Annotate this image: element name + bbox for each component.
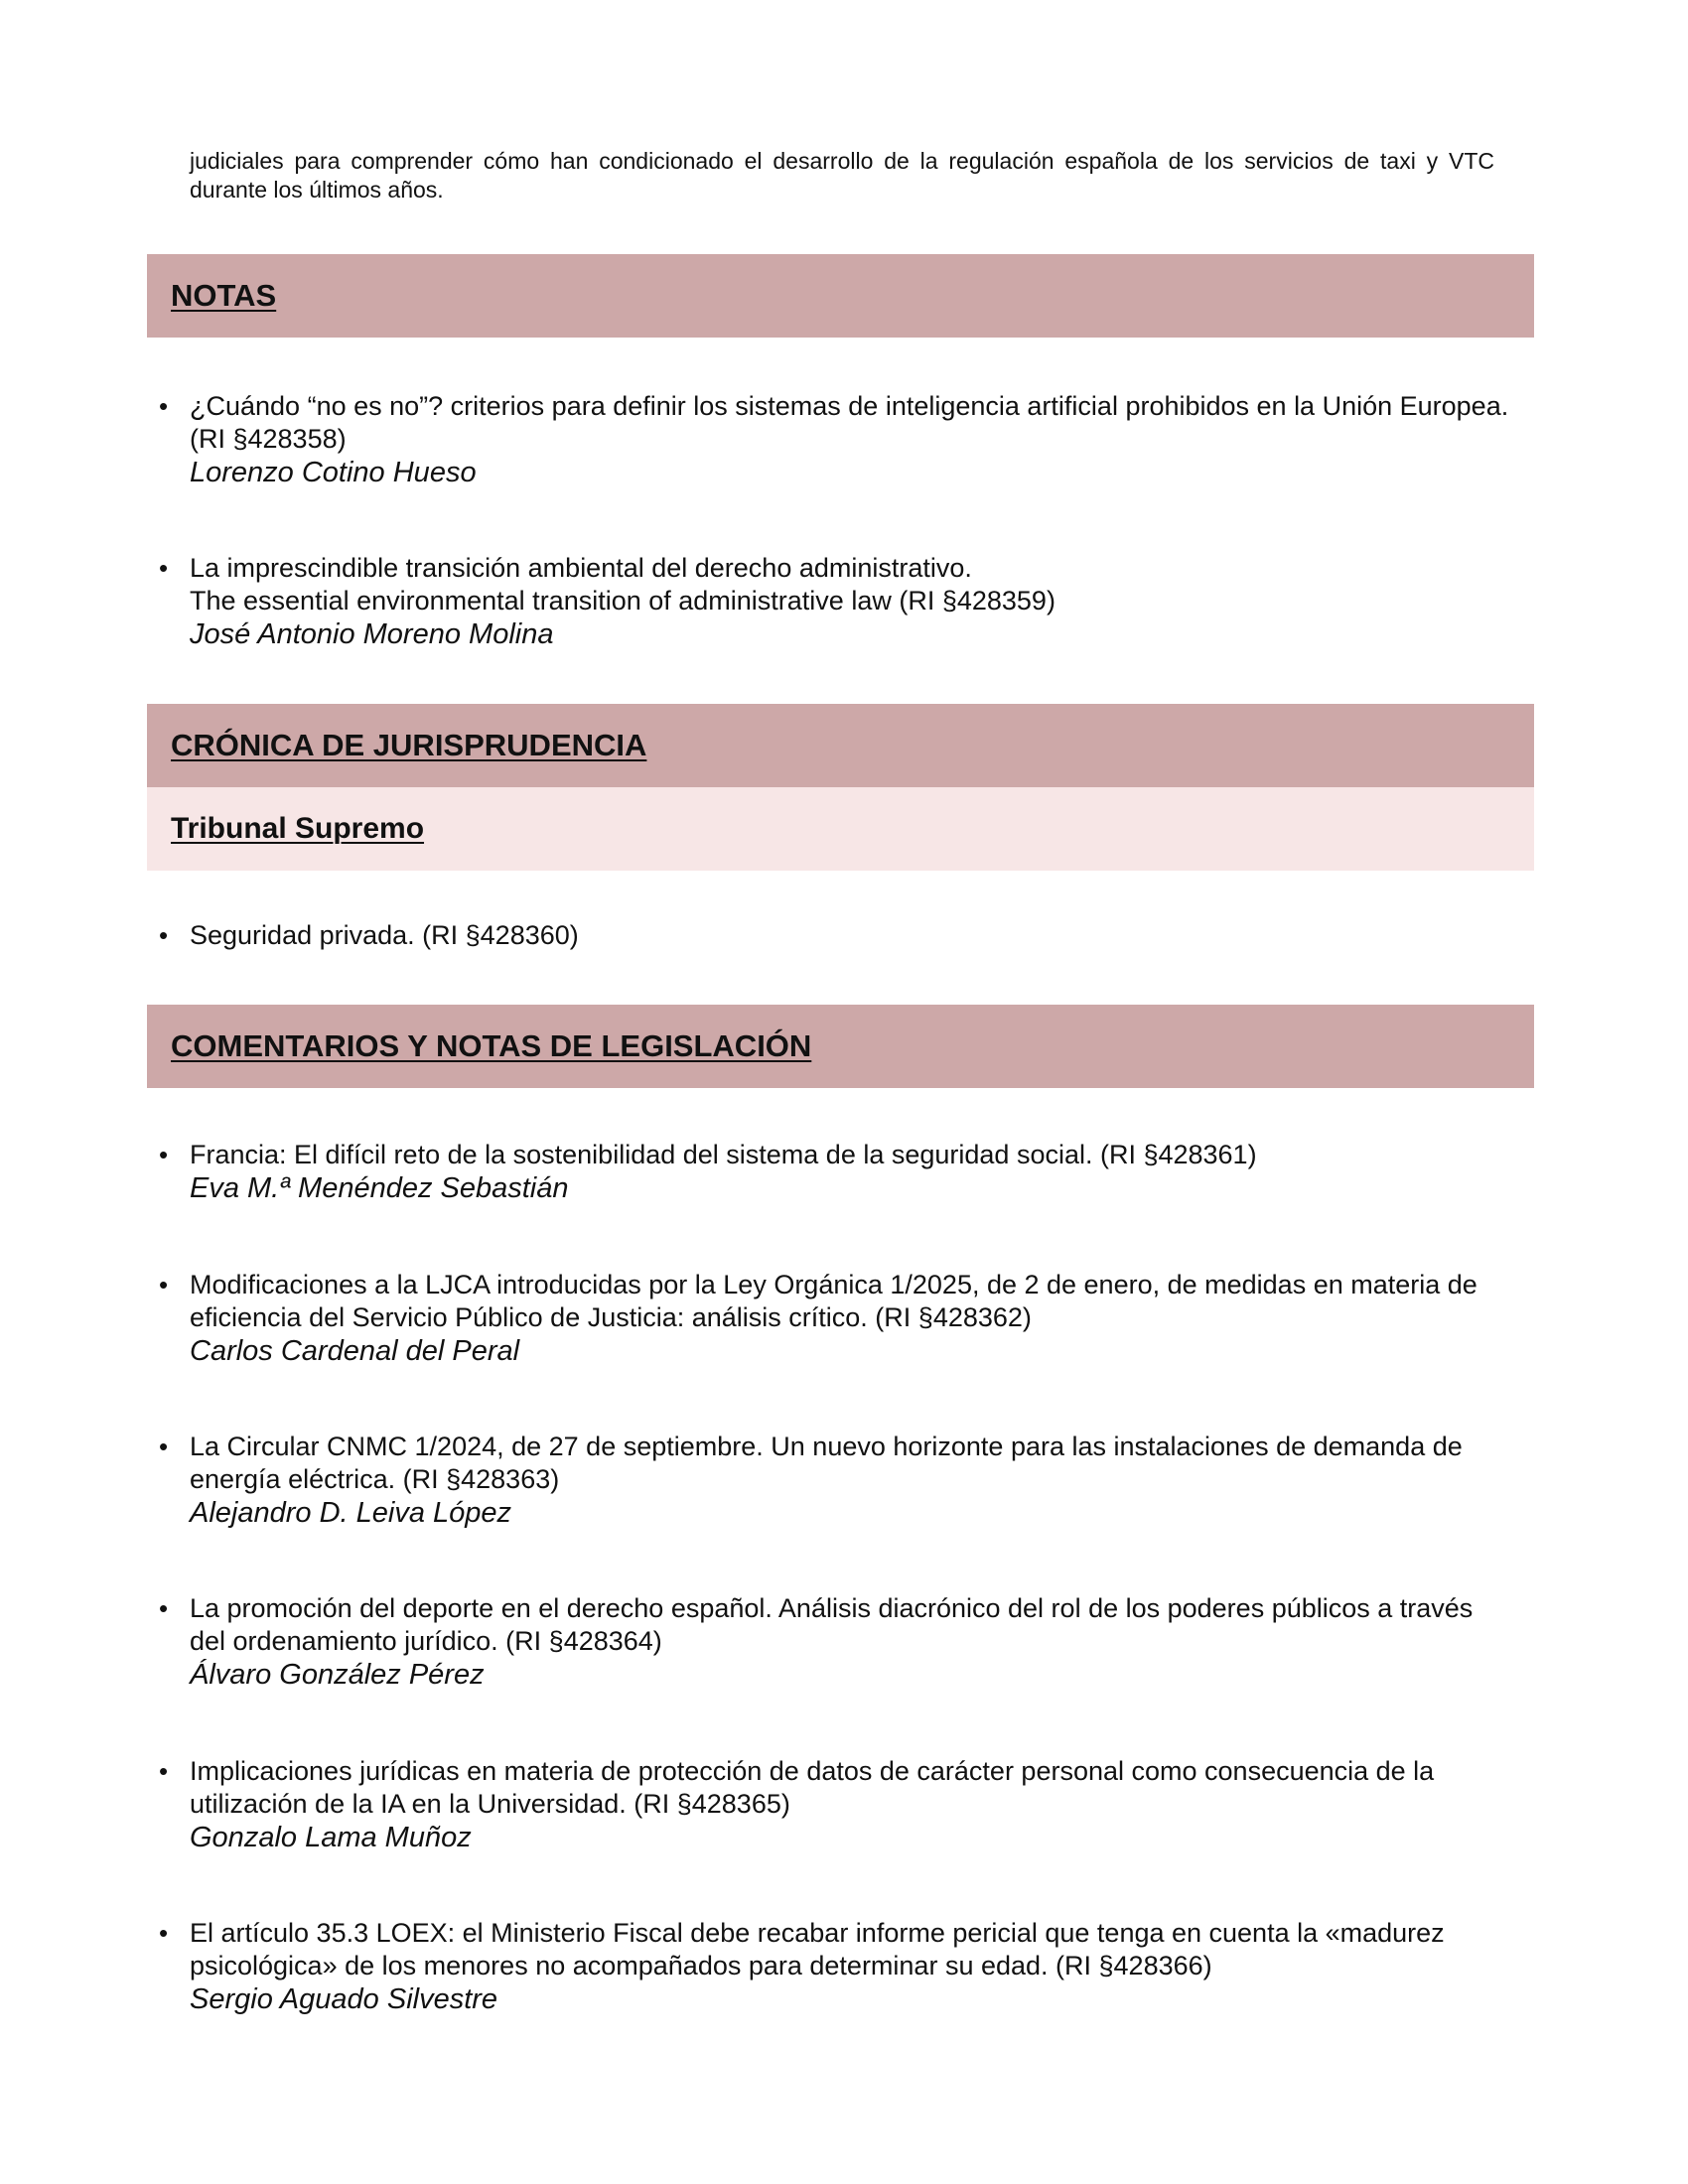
list-item [159,1592,1509,1693]
list-item [159,1139,1509,1206]
entry-title[interactable]: ¿Cuándo “no es no”? criterios para definir los sistemas de inteligencia artificial prohibidos en la Unión Europea. (RI §428358) [190,391,1509,454]
entry-author: José Antonio Moreno Molina [190,618,554,650]
entry-title[interactable]: El artículo 35.3 LOEX: el Ministerio Fiscal debe recabar informe pericial que tenga en cuenta la «madurez psicológica» de los menores no acompañados para determinar su edad. (RI §428366) [190,1918,1445,1980]
list-item [159,919,1509,952]
bullet-icon: • [159,391,169,421]
list-item [159,1917,1509,2017]
section-header-comentarios [147,1005,1534,1088]
bullet-icon: • [159,1918,169,1948]
entry-author: Eva M.ª Menéndez Sebastián [190,1172,569,1204]
intro-paragraph: judiciales para comprender cómo han condicionado el desarrollo de la regulación española de los servicios de taxi y VTC durante los últimos años. [190,148,1494,203]
bullet-icon: • [159,920,169,950]
entry-title[interactable]: La promoción del deporte en el derecho español. Análisis diacrónico del rol de los poderes públicos a través del ordenamiento jurídico. (RI §428364) [190,1593,1474,1656]
entry-title[interactable]: La imprescindible transición ambiental del derecho administrativo. [190,553,972,583]
list-item [159,1269,1509,1369]
entry-title[interactable]: Modificaciones a la LJCA introducidas por la Ley Orgánica 1/2025, de 2 de enero, de medidas en materia de eficiencia del Servicio Público de Justicia: análisis crítico. (RI §428362) [190,1270,1477,1332]
subsection-title-tribunal-supremo: Tribunal Supremo [171,812,425,845]
bullet-icon: • [159,1270,169,1299]
subsection-header-tribunal-supremo [147,787,1534,871]
entry-author: Gonzalo Lama Muñoz [190,1822,472,1853]
bullet-icon: • [159,1756,169,1786]
list-item [159,1755,1509,1855]
bullet-icon: • [159,1593,169,1623]
section-title-notas: NOTAS [171,278,277,313]
bullet-icon: • [159,1432,169,1461]
entry-title[interactable]: Francia: El difícil reto de la sostenibilidad del sistema de la seguridad social. (RI §428361) [190,1140,1257,1169]
section-title-comentarios: COMENTARIOS Y NOTAS DE LEGISLACIÓN [171,1028,812,1063]
entry-author: Alejandro D. Leiva López [190,1497,512,1529]
bullet-icon: • [159,553,169,583]
section-title-cronica: CRÓNICA DE JURISPRUDENCIA [171,728,647,762]
entry-author: Sergio Aguado Silvestre [190,1983,498,2015]
list-item [159,1431,1509,1531]
entry-title-english[interactable]: The essential environmental transition of administrative law (RI §428359) [190,586,1055,615]
entry-title[interactable]: Implicaciones jurídicas en materia de protección de datos de carácter personal como consecuencia de la utilización de la IA en la Universidad. (RI §428365) [190,1756,1435,1819]
section-header-notas [147,254,1534,338]
section-header-cronica [147,704,1534,787]
entry-author: Carlos Cardenal del Peral [190,1335,520,1367]
entry-author: Álvaro González Pérez [190,1659,485,1691]
list-item [159,390,1509,490]
entry-author: Lorenzo Cotino Hueso [190,457,477,488]
bullet-icon: • [159,1140,169,1169]
entry-title[interactable]: Seguridad privada. (RI §428360) [190,920,579,950]
entry-title[interactable]: La Circular CNMC 1/2024, de 27 de septiembre. Un nuevo horizonte para las instalaciones de demanda de energía eléctrica. (RI §428363) [190,1432,1463,1494]
list-item [159,552,1509,652]
